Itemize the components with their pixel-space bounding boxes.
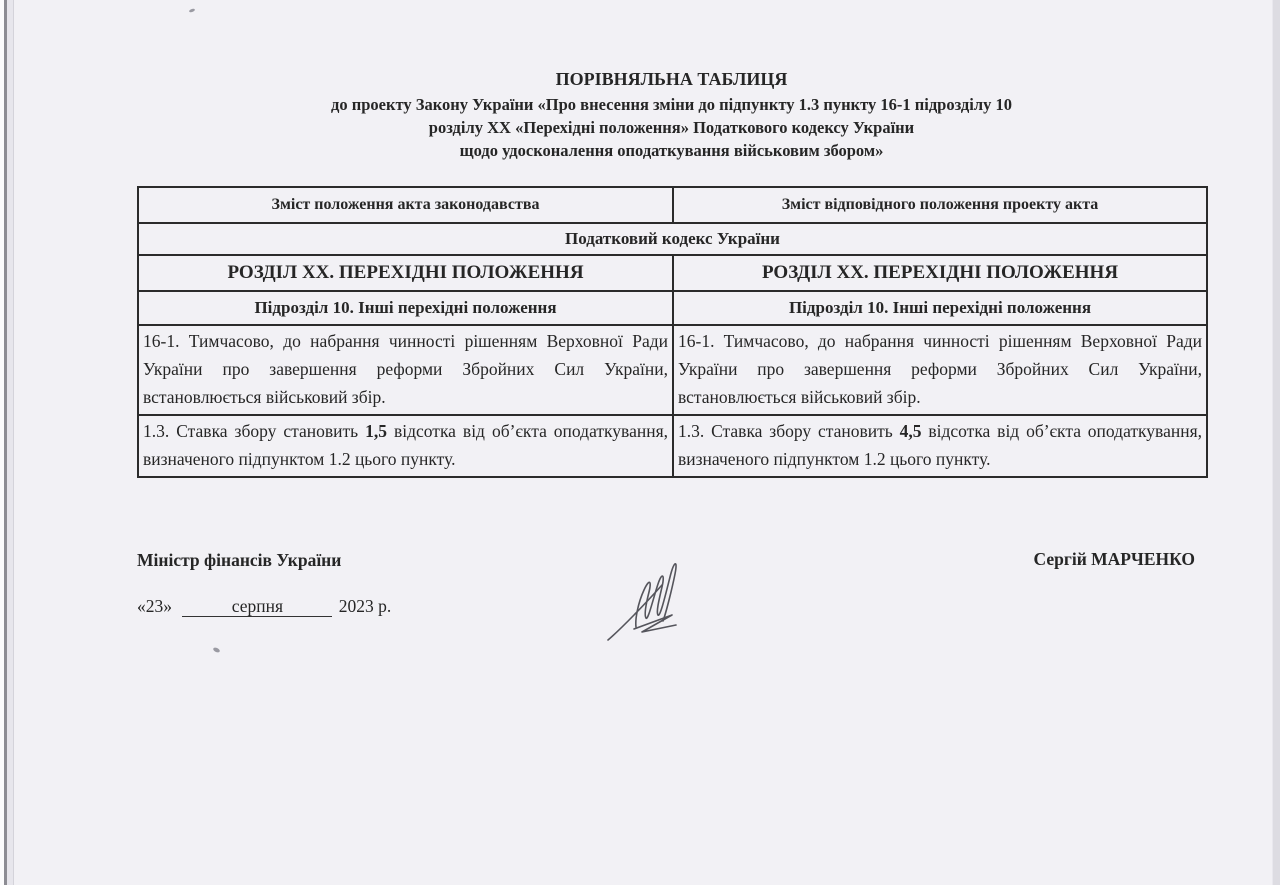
date-month-underlined: серпня — [182, 597, 332, 617]
minister-title: Міністр фінансів України — [137, 550, 342, 570]
clause-text: відсотка від об’єкта оподаткування, визначеного підпунктом 1.2 цього пункту. — [678, 421, 1202, 469]
signer-name: Сергій МАРЧЕНКО — [1033, 549, 1195, 569]
scan-speck — [189, 8, 196, 13]
subsection-cell-left: Підрозділ 10. Інші перехідні положення — [138, 291, 673, 325]
page-title: ПОРІВНЯЛЬНА ТАБЛИЦЯ — [555, 69, 788, 89]
comparison-table — [137, 186, 1208, 478]
table-subsection-row — [138, 291, 1207, 325]
title-block — [137, 68, 1206, 162]
code-title-cell: Податковий кодекс України — [138, 223, 1207, 255]
header-cell-current-law: Зміст положення акта законодавства — [138, 187, 673, 223]
date-day: «23» — [137, 596, 172, 616]
rate-value-current: 1,5 — [365, 421, 387, 441]
header-cell-draft-law: Зміст відповідного положення проекту акта — [673, 187, 1207, 223]
clause-16-1-current: 16-1. Тимчасово, до набрання чинності рішенням Верховної Ради України про завершення реформи Збройних Сил України, встановлюється військовий збір. — [138, 325, 673, 415]
clause-text: 1.3. Ставка збору становить — [143, 421, 366, 441]
clause-1-3-draft — [673, 415, 1207, 477]
clause-1-3-current — [138, 415, 673, 477]
scan-speck — [212, 647, 220, 654]
table-row-16-1 — [138, 325, 1207, 415]
page-edge-left-soft — [7, 0, 14, 885]
date-year: 2023 р. — [338, 596, 392, 616]
table-section-row — [138, 255, 1207, 291]
date-line — [137, 596, 391, 617]
clause-text: 1.3. Ставка збору становить — [678, 421, 900, 441]
page-edge-right-shadow — [1272, 0, 1280, 885]
subsection-cell-right: Підрозділ 10. Інші перехідні положення — [673, 291, 1207, 325]
rate-value-draft: 4,5 — [899, 421, 922, 441]
table-row-1-3 — [138, 415, 1207, 477]
handwritten-signature — [600, 535, 705, 643]
table-header-row — [138, 187, 1207, 223]
clause-16-1-draft: 16-1. Тимчасово, до набрання чинності рішенням Верховної Ради України про завершення реформи Збройних Сил України, встановлюється військовий збір. — [673, 325, 1207, 415]
subtitle-line-1: до проекту Закону України «Про внесення зміни до підпункту 1.3 пункту 16-1 підрозділу 10 — [331, 95, 1012, 114]
section-cell-left: РОЗДІЛ XX. ПЕРЕХІДНІ ПОЛОЖЕННЯ — [138, 255, 673, 291]
subtitle-line-3: щодо удосконалення оподаткування військовим збором» — [459, 141, 884, 160]
section-cell-right: РОЗДІЛ XX. ПЕРЕХІДНІ ПОЛОЖЕННЯ — [673, 255, 1207, 291]
subtitle-line-2: розділу XX «Перехідні положення» Податкового кодексу України — [428, 118, 915, 137]
clause-text: відсотка від об’єкта оподаткування, визначеного підпунктом 1.2 цього пункту. — [143, 421, 668, 469]
table-code-row — [138, 223, 1207, 255]
